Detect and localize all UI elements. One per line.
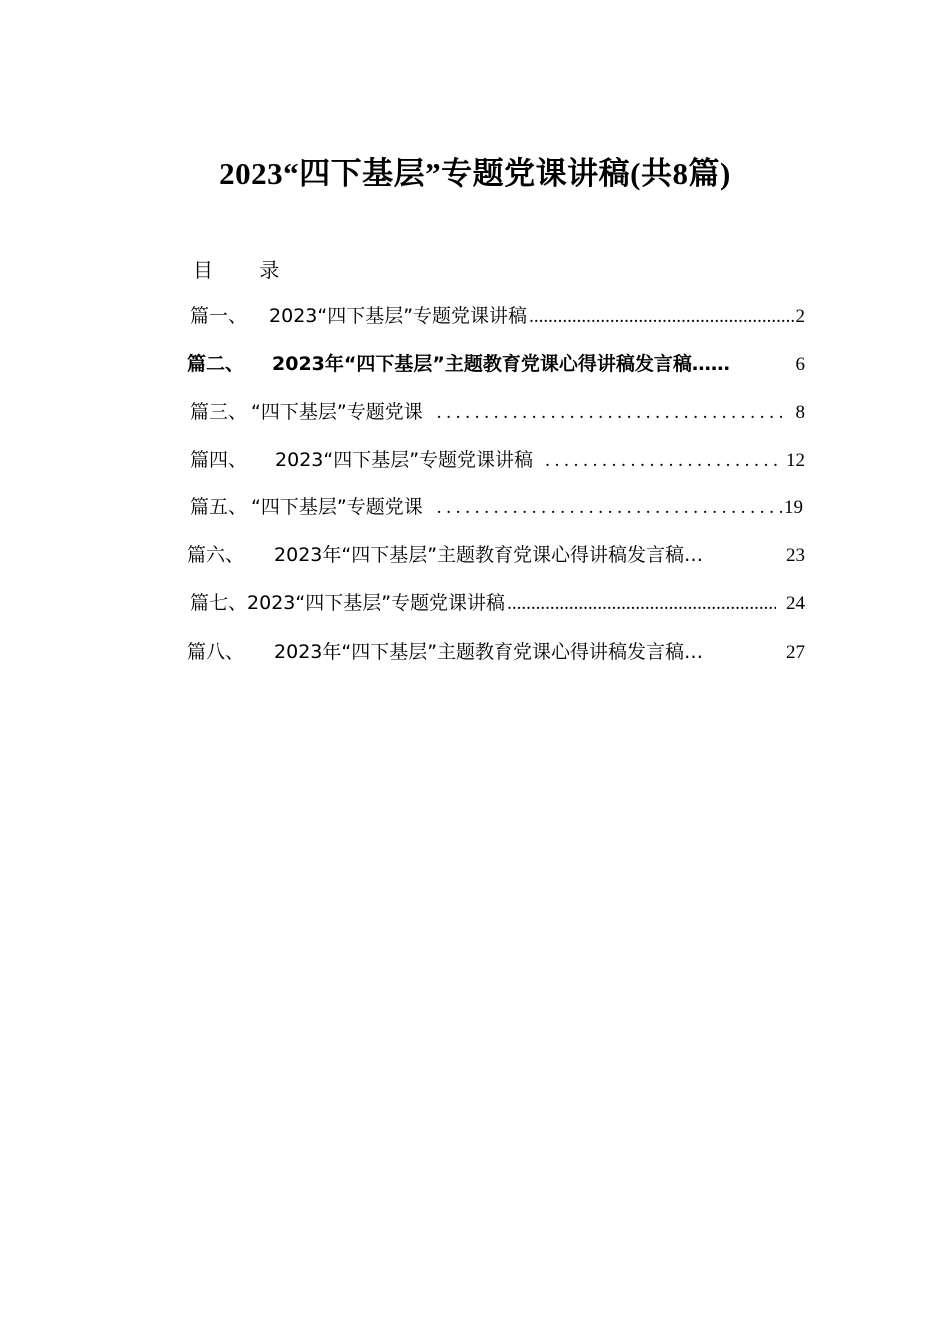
toc-entry-label: 篇六、 [187,544,245,566]
toc-entry-title: 2023年“四下基层”主题教育党课心得讲稿发言稿… [274,544,704,566]
toc-leader-dots [507,593,776,615]
toc-heading: 目 录 [193,258,300,282]
toc-entry-label: 篇二、 [187,353,245,375]
toc-entry-6[interactable] [187,540,805,570]
toc-leader-dots [545,450,784,472]
toc-entry-label: 篇五、 [190,496,248,518]
toc-entry-page: 27 [786,642,805,663]
toc-entry-page: 19 [784,497,803,518]
toc-leader-dots [437,497,782,519]
toc-entry-title: 2023年“四下基层”主题教育党课心得讲稿发言稿…… [272,353,730,375]
toc-leader-dots [437,402,782,424]
toc-entry-label: 篇三、 [190,401,248,423]
toc-leader-dots [529,306,793,328]
toc-entry-page: 24 [786,593,805,614]
toc-entry-page: 8 [795,402,805,423]
toc-entry-7[interactable] [190,588,805,618]
toc-entry-title: 2023“四下基层”专题党课讲稿 [275,449,534,471]
toc-entry-label: 篇四、 [190,449,248,471]
toc-entry-title: 2023年“四下基层”主题教育党课心得讲稿发言稿… [274,641,704,663]
toc-entry-5[interactable] [190,492,805,522]
toc-entry-page: 23 [786,545,805,566]
toc-entry-3[interactable] [190,397,805,427]
toc-entry-page: 12 [786,450,805,471]
toc-entry-title: “四下基层”专题党课 [251,401,423,423]
toc-entry-label: 篇七、 [190,592,248,614]
toc-entry-page: 2 [795,306,805,327]
toc-entry-label: 篇一、 [190,305,248,327]
toc-entry-title: 2023“四下基层”专题党课讲稿 [247,592,506,614]
toc-entry-4[interactable] [190,445,805,475]
toc-entry-title: “四下基层”专题党课 [251,496,423,518]
document-title: 2023“四下基层”专题党课讲稿(共8篇) [219,156,731,191]
toc-entry-label: 篇八、 [187,641,245,663]
toc-entry-page: 6 [795,354,805,375]
toc-entry-8[interactable] [187,637,805,667]
toc-entry-1[interactable] [190,301,805,331]
toc-entry-2[interactable] [187,349,805,379]
toc-entry-title: 2023“四下基层”专题党课讲稿 [269,305,528,327]
